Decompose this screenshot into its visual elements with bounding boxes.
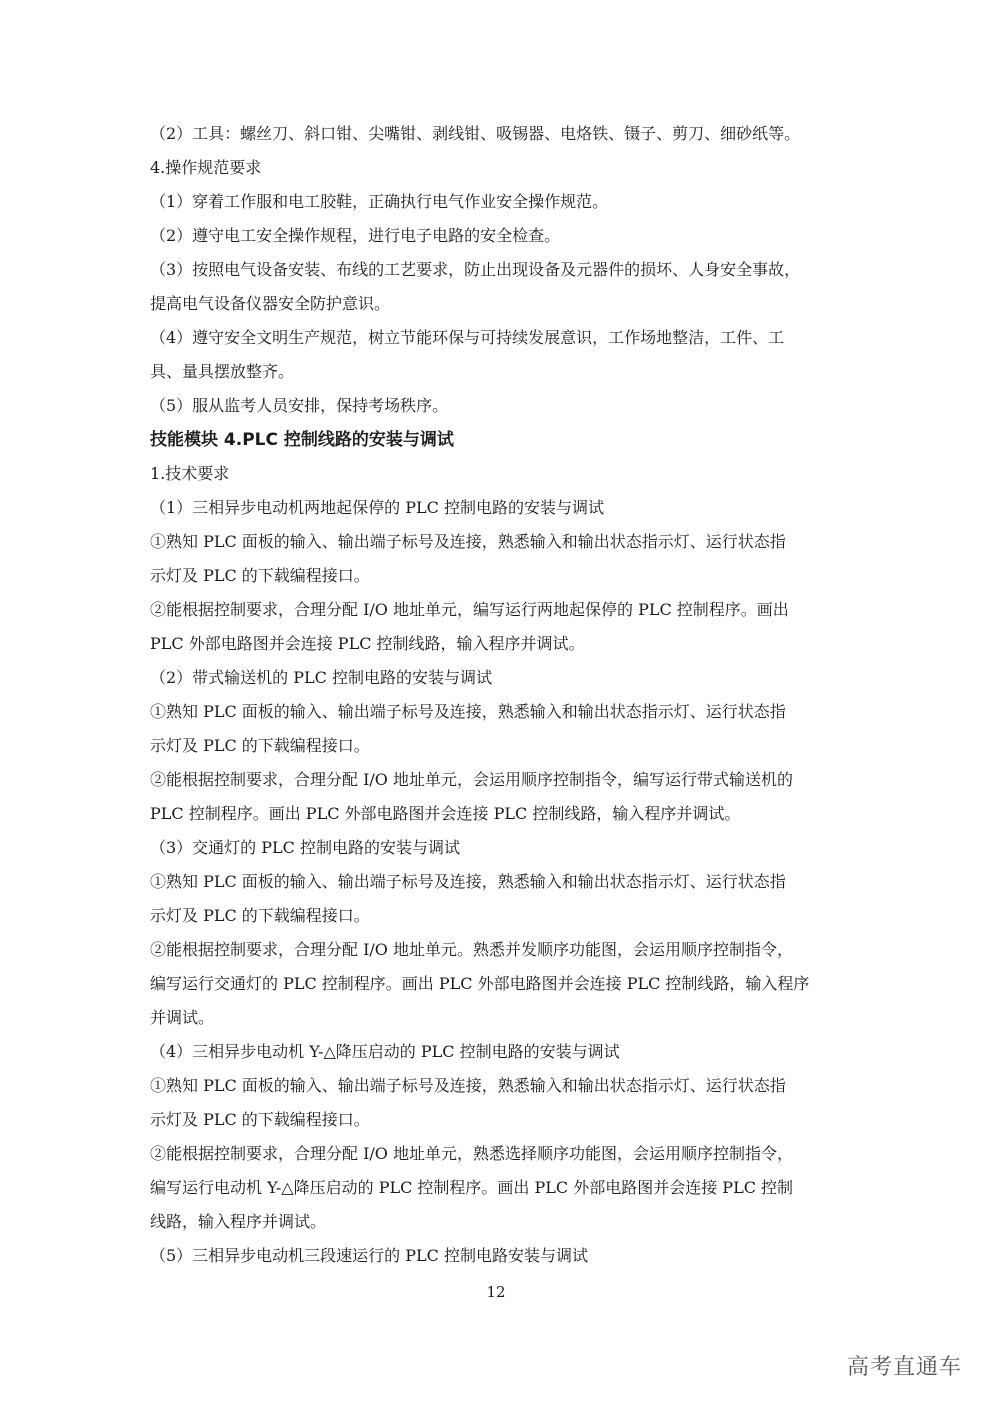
text-line: （1）三相异步电动机两地起保停的 PLC 控制电路的安装与调试	[150, 498, 604, 517]
text-line: ②能根据控制要求，合理分配 I/O 地址单元。熟悉并发顺序功能图，会运用顺序控制指令，	[150, 940, 794, 959]
text-line: ①熟知 PLC 面板的输入、输出端子标号及连接，熟悉输入和输出状态指示灯、运行状态指	[150, 532, 786, 551]
text-line: 4.操作规范要求	[150, 158, 262, 177]
text-line: （4）三相异步电动机 Y-△降压启动的 PLC 控制电路的安装与调试	[150, 1042, 620, 1061]
text-line: 并调试。	[150, 1008, 215, 1027]
text-line: 线路，输入程序并调试。	[150, 1212, 327, 1231]
text-line: 示灯及 PLC 的下载编程接口。	[150, 1110, 370, 1129]
text-line: （3）交通灯的 PLC 控制电路的安装与调试	[150, 838, 460, 857]
text-line: ②能根据控制要求，合理分配 I/O 地址单元，熟悉选择顺序功能图，会运用顺序控制指令，	[150, 1144, 794, 1163]
text-line: ①熟知 PLC 面板的输入、输出端子标号及连接，熟悉输入和输出状态指示灯、运行状态指	[150, 1076, 786, 1095]
text-line: ②能根据控制要求，合理分配 I/O 地址单元，会运用顺序控制指令，编写运行带式输送机的	[150, 770, 794, 789]
text-line: 编写运行电动机 Y-△降压启动的 PLC 控制程序。画出 PLC 外部电路图并会连接 PLC 控制	[150, 1178, 794, 1197]
text-line: 示灯及 PLC 的下载编程接口。	[150, 736, 370, 755]
text-line: PLC 外部电路图并会连接 PLC 控制线路，输入程序并调试。	[150, 634, 585, 653]
text-line: ①熟知 PLC 面板的输入、输出端子标号及连接，熟悉输入和输出状态指示灯、运行状态指	[150, 872, 786, 891]
text-line: （3）按照电气设备安装、布线的工艺要求，防止出现设备及元器件的损坏、人身安全事故，	[150, 260, 801, 279]
text-line: 编写运行交通灯的 PLC 控制程序。画出 PLC 外部电路图并会连接 PLC 控制线路，输入程序	[150, 974, 810, 993]
watermark-text: 高考直通车	[846, 1355, 962, 1380]
page-number: 12	[486, 1283, 506, 1301]
text-line: （5）服从监考人员安排，保持考场秩序。	[150, 396, 449, 415]
text-line: （5）三相异步电动机三段速运行的 PLC 控制电路安装与调试	[150, 1246, 588, 1265]
text-line: ②能根据控制要求，合理分配 I/O 地址单元，编写运行两地起保停的 PLC 控制程序。画出	[150, 600, 789, 619]
text-line: PLC 控制程序。画出 PLC 外部电路图并会连接 PLC 控制线路，输入程序并调试。	[150, 804, 741, 823]
text-line: 具、量具摆放整齐。	[150, 362, 295, 381]
text-line: （2）工具：螺丝刀、斜口钳、尖嘴钳、剥线钳、吸锡器、电烙铁、镊子、剪刀、细砂纸等。	[150, 124, 801, 143]
text-line: 示灯及 PLC 的下载编程接口。	[150, 906, 370, 925]
page-content	[150, 117, 842, 1273]
text-line: ①熟知 PLC 面板的输入、输出端子标号及连接，熟悉输入和输出状态指示灯、运行状态指	[150, 702, 786, 721]
text-line: （2）遵守电工安全操作规程，进行电子电路的安全检查。	[150, 226, 561, 245]
section-heading: 技能模块 4.PLC 控制线路的安装与调试	[150, 430, 454, 450]
text-line: （4）遵守安全文明生产规范，树立节能环保与可持续发展意识，工作场地整洁，工件、工	[150, 328, 785, 347]
text-line: （1）穿着工作服和电工胶鞋，正确执行电气作业安全操作规范。	[150, 192, 609, 211]
text-line: 1.技术要求	[150, 464, 230, 483]
text-line: 提高电气设备仪器安全防护意识。	[150, 294, 391, 313]
text-line: 示灯及 PLC 的下载编程接口。	[150, 566, 370, 585]
text-line: （2）带式输送机的 PLC 控制电路的安装与调试	[150, 668, 492, 687]
